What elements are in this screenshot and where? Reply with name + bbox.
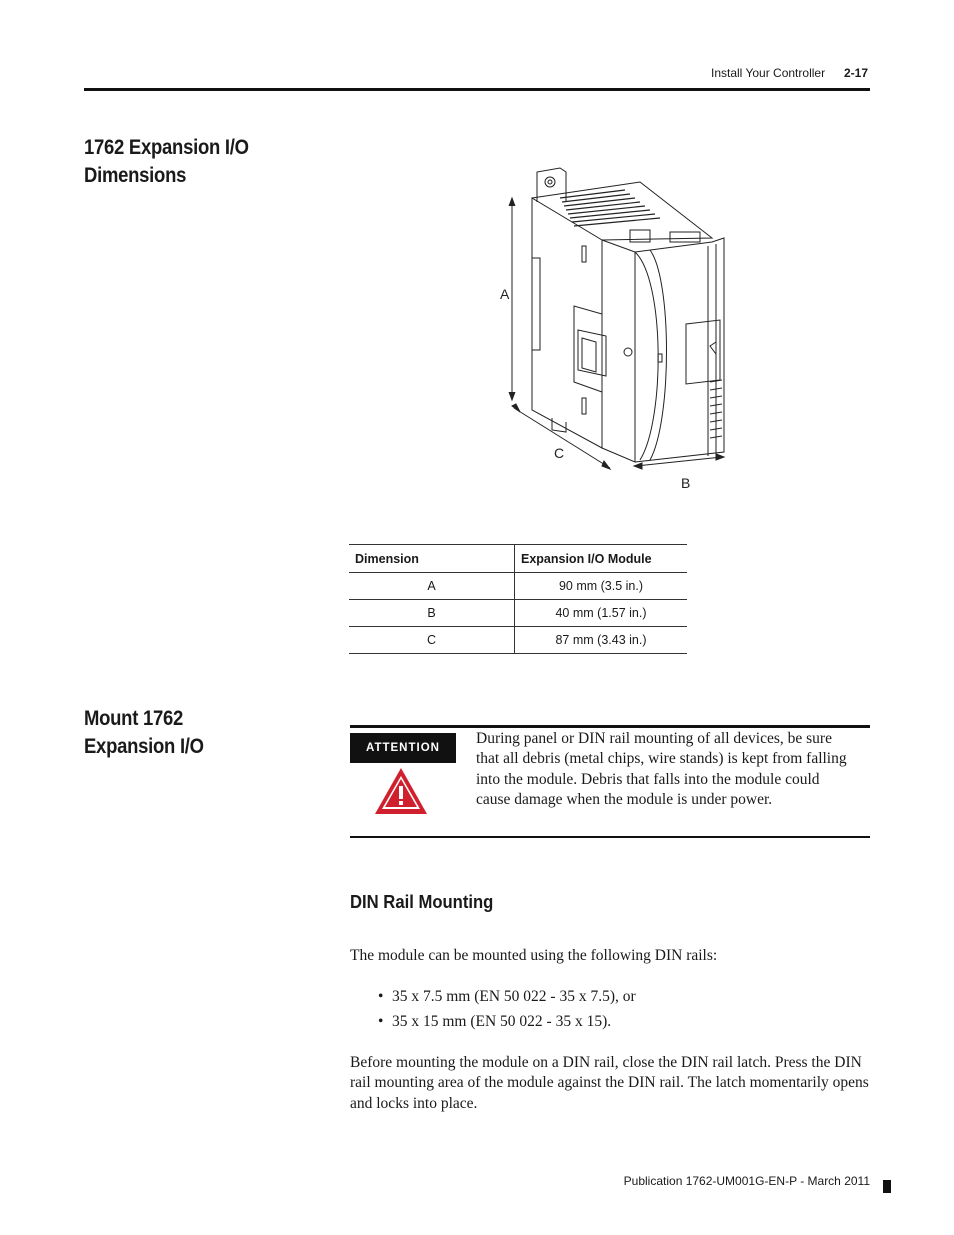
attention-label: ATTENTION	[350, 733, 456, 763]
attention-bottom-rule	[350, 836, 870, 838]
list-item	[378, 1012, 611, 1032]
din-rail-procedure: Before mounting the module on a DIN rail, close the DIN rail latch. Press the DIN rail mounting area of the module against the DIN rail. The latch momentarily opens and locks into place.	[350, 1054, 869, 1112]
table-row	[349, 573, 687, 600]
section-title-mount	[84, 705, 204, 761]
bullet-icon: •	[378, 1013, 384, 1030]
table-cell: 90 mm (3.5 in.)	[515, 573, 688, 600]
list-item	[378, 987, 636, 1007]
footer-publication: Publication 1762-UM001G-EN-P - March 2011	[623, 1174, 870, 1188]
attention-top-rule	[350, 725, 870, 728]
table-row	[349, 600, 687, 627]
din-rail-intro: The module can be mounted using the following DIN rails:	[350, 947, 718, 964]
running-header-section: Install Your Controller	[711, 66, 826, 80]
table-row	[349, 627, 687, 654]
table-cell: C	[349, 627, 515, 654]
bullet-icon: •	[378, 988, 384, 1005]
attention-text: During panel or DIN rail mounting of all devices, be sure that all debris (metal chips, wire stands) is kept from falling into the module. Debris that falls into the module could cause damage when the module is under power.	[476, 730, 847, 809]
section-title-line: Mount 1762	[84, 707, 184, 730]
din-rail-heading: DIN Rail Mounting	[350, 891, 494, 912]
module-dimension-figure	[490, 160, 750, 500]
header-rule	[84, 88, 870, 91]
table-cell: A	[349, 573, 515, 600]
section-title-line: 1762 Expansion I/O	[84, 136, 249, 159]
section-title-dimensions	[84, 134, 249, 190]
table-cell: 40 mm (1.57 in.)	[515, 600, 688, 627]
dimension-label-a: A	[500, 286, 510, 302]
list-item-text: 35 x 15 mm (EN 50 022 - 35 x 15).	[392, 1013, 612, 1030]
section-title-line: Dimensions	[84, 164, 187, 187]
table-header-cell: Dimension	[349, 545, 515, 573]
table-header-row	[349, 545, 687, 573]
page-number: 2-17	[844, 66, 869, 80]
warning-triangle-icon	[373, 766, 429, 816]
dimension-label-b: B	[681, 475, 691, 491]
list-item-text: 35 x 7.5 mm (EN 50 022 - 35 x 7.5), or	[392, 988, 636, 1005]
footer-marker	[883, 1180, 891, 1193]
table-cell: B	[349, 600, 515, 627]
table-cell: 87 mm (3.43 in.)	[515, 627, 688, 654]
dimension-label-c: C	[554, 445, 565, 461]
dimension-table	[349, 544, 687, 654]
table-header-cell: Expansion I/O Module	[515, 545, 688, 573]
section-title-line: Expansion I/O	[84, 735, 204, 758]
